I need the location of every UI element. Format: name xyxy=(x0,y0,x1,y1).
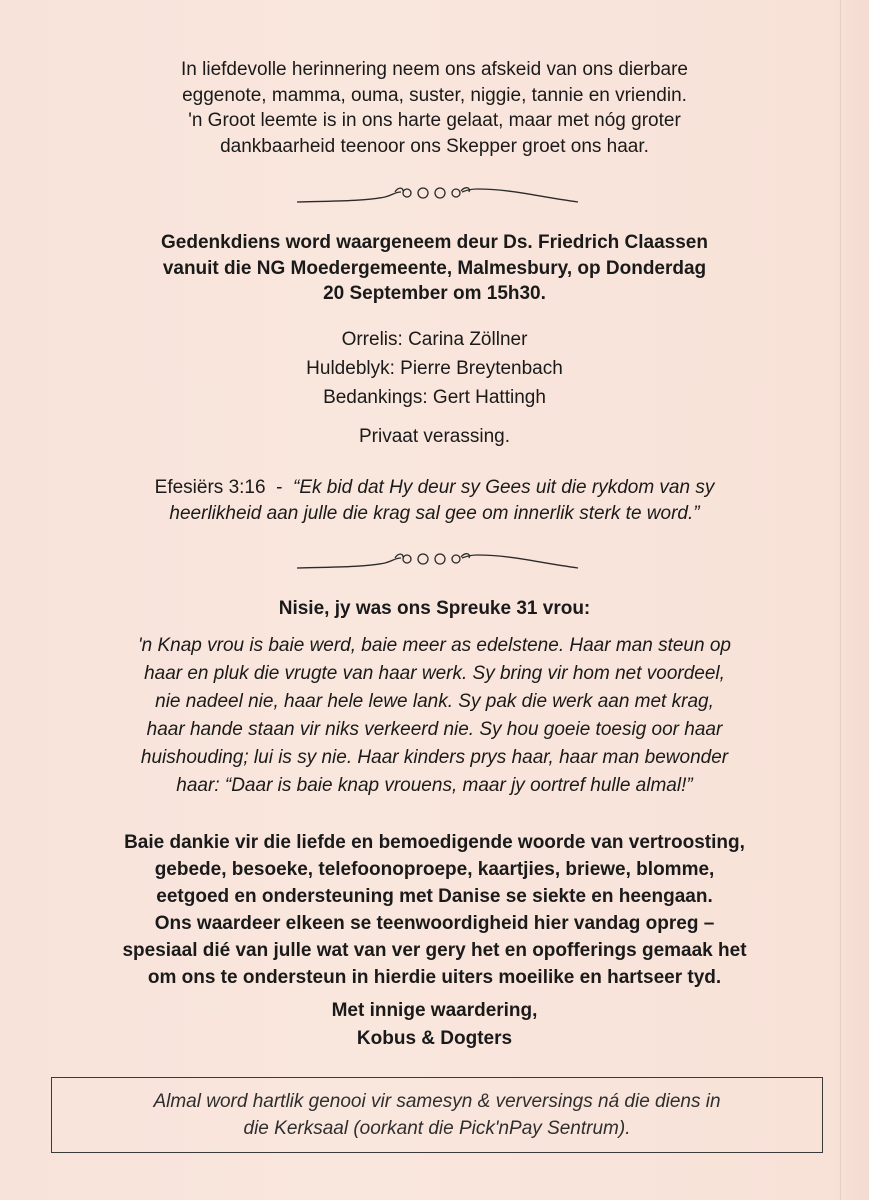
role-tribute: Huldeblyk: Pierre Breytenbach xyxy=(306,358,563,379)
ornament-divider-icon xyxy=(295,182,580,212)
cremation-note xyxy=(0,424,869,450)
role-organist: Orrelis: Carina Zöllner xyxy=(341,329,528,350)
thanks-paragraph xyxy=(0,829,869,991)
invitation-line: Almal word hartlik genooi vir samesyn & verversings ná die diens in xyxy=(153,1091,721,1112)
thanks-line: om ons te ondersteun in hierdie uiters moeilike en hartseer tyd. xyxy=(147,967,722,988)
service-details xyxy=(0,230,869,307)
ornament-divider-icon xyxy=(295,548,580,578)
scripture-line xyxy=(0,501,869,527)
scripture-reference: Efesiërs 3:16 - xyxy=(154,477,293,498)
intro-line: In liefdevolle herinnering neem ons afskeid van ons dierbare xyxy=(181,59,688,80)
tribute-heading xyxy=(0,596,869,622)
thanks-line: gebede, besoeke, telefoonoproepe, kaartjies, briewe, blomme, xyxy=(154,859,715,880)
thanks-line: Ons waardeer elkeen se teenwoordigheid hier vandag opreg – xyxy=(154,913,715,934)
tribute-line: 'n Knap vrou is baie werd, baie meer as edelstene. Haar man steun op xyxy=(138,635,731,656)
invitation-line: die Kerksaal (oorkant die Pick'nPay Sentrum). xyxy=(243,1118,631,1139)
service-line: vanuit die NG Moedergemeente, Malmesbury, op Donderdag xyxy=(162,257,707,279)
intro-paragraph xyxy=(0,57,869,159)
intro-line: dankbaarheid teenoor ons Skepper groet ons haar. xyxy=(220,135,649,157)
scripture-line xyxy=(0,475,869,501)
tribute-paragraph xyxy=(0,632,869,800)
thanks-line: spesiaal dié van julle wat van ver gery het en opofferings gemaak het xyxy=(122,940,747,961)
service-roles xyxy=(0,325,869,412)
intro-line: eggenote, mamma, ouma, suster, niggie, tannie en vriendin. xyxy=(182,84,687,106)
scripture-text-1: “Ek bid dat Hy deur sy Gees uit die rykdom van sy xyxy=(293,477,715,498)
thanks-line: eetgoed en ondersteuning met Danise se siekte en heengaan. xyxy=(156,886,713,907)
signoff-line: Kobus & Dogters xyxy=(356,1028,513,1049)
scripture-text-2: heerlikheid aan julle die krag sal gee om innerlik sterk te word.” xyxy=(169,502,700,524)
tribute-heading-text: Nisie, jy was ons Spreuke 31 vrou: xyxy=(278,598,591,619)
cremation-text: Privaat verassing. xyxy=(358,426,510,447)
service-line: 20 September om 15h30. xyxy=(323,283,546,304)
invitation-box xyxy=(51,1077,823,1153)
role-thanks: Bedankings: Gert Hattingh xyxy=(323,387,546,408)
signoff xyxy=(0,997,869,1053)
tribute-line: nie nadeel nie, haar hele lewe lank. Sy pak die werk aan met krag, xyxy=(155,691,714,712)
tribute-line: haar hande staan vir niks verkeerd nie. Sy hou goeie toesig oor haar xyxy=(146,719,723,740)
intro-line: 'n Groot leemte is in ons harte gelaat, maar met nóg groter xyxy=(188,110,681,131)
thanks-line: Baie dankie vir die liefde en bemoedigende woorde van vertroosting, xyxy=(124,832,745,853)
scripture-quote xyxy=(0,475,869,526)
signoff-line: Met innige waardering, xyxy=(331,1000,538,1021)
service-line: Gedenkdiens word waargeneem deur Ds. Friedrich Claassen xyxy=(161,232,708,253)
tribute-line: huishouding; lui is sy nie. Haar kinders prys haar, haar man bewonder xyxy=(140,747,729,768)
tribute-line: haar en pluk die vrugte van haar werk. Sy bring vir hom net voordeel, xyxy=(144,663,725,684)
tribute-line: haar: “Daar is baie knap vrouens, maar jy oortref hulle almal!” xyxy=(176,775,693,796)
